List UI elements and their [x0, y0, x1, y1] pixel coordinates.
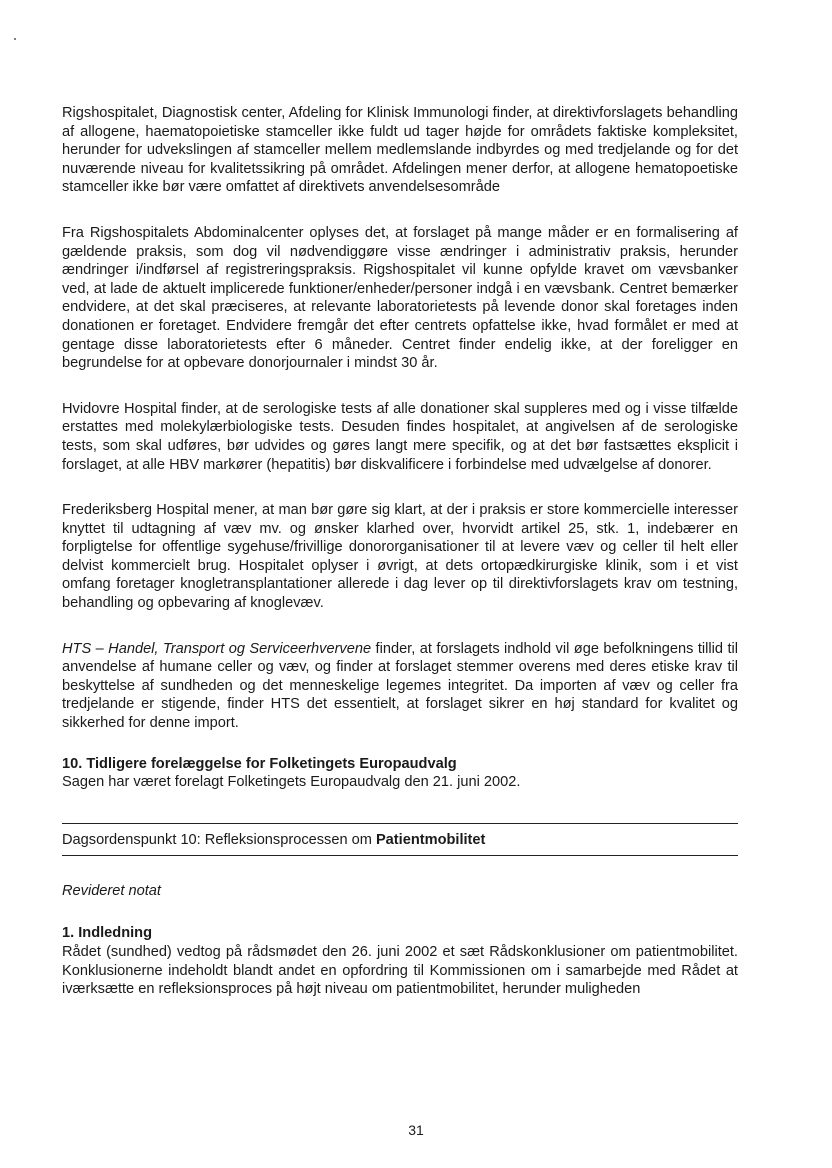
hts-statement: finder, at forslagets indhold vil øge befolkningens tillid til anvendelse af humane celler og væv, og finder at forslaget stemmer overens med deres etiske krav til beskyttelse af sundheden og det menneskelige legemes integritet. Da importen af væv og celler fra tredjelande er stigende, finder HTS det essentielt, at forslaget sikrer en høj standard for kvalitet og sikkerhed for denne import. — [62, 640, 738, 732]
revised-note-label: Revideret notat — [62, 882, 161, 899]
paragraph-abdominalcenter: Fra Rigshospitalets Abdominalcenter oplyses det, at forslaget på mange måder er en formalisering af gældende praksis, som dog vil nødvendiggøre visse ændringer i administrativ praksis, herunder ændringer i/indførsel af registreringspraksis. Rigshospitalet vil kunne opfylde kravet om vævsbanker ved, at lade de aktuelt implicerede funktioner/enheder/personer indgå i en vævsbank. Centret bemærker endvidere, at det skal præciseres, at relevante laboratorietests på levende donor skal foretages inden donationen er foretaget. Endvidere fremgår det efter centrets opfattelse ikke, hvad formålet er med at gentage disse laboratorietests efter 6 måneder. Centret finder endelig ikke, at der foreligger en begrundelse for at opbevare donorjournaler i mindst 30 år. — [62, 224, 738, 372]
paragraph-rigshospitalet-immunologi: Rigshospitalet, Diagnostisk center, Afdeling for Klinisk Immunologi finder, at direktivforslagets behandling af allogene, haematopoietiske stamceller ikke fuldt ud tager højde for områdets faktiske kompleksitet, herunder for udvekslingen af stamceller mellem medlemslande indbyrdes og med tredjelande og for det nuværende niveau for kvalitetssikring på området. Afdelingen mener derfor, at allogene hematopoetiske stamceller ikke bør være omfattet af direktivets anvendelsesområde — [62, 105, 738, 196]
page-number: 31 — [408, 1122, 424, 1138]
section-1-text: Rådet (sundhed) vedtog på rådsmødet den 26. juni 2002 et sæt Rådskonklusioner om patientmobilitet. Konklusionerne indeholdt blandt andet en opfordring til Kommissionen om i samarbejde med Rådet at iværksætte en refleksionsproces på højt niveau om patientmobilitet, herunder muligheden — [62, 944, 738, 998]
paragraph-frederiksberg-hospital: Frederiksberg Hospital mener, at man bør gøre sig klart, at der i praksis er store kommercielle interesser knyttet til udtagning af væv mv. og ønsker klarhed over, hvorvidt artikel 25, stk. 1, indebærer en forpligtelse for offentlige sygehuse/frivillige donororganisationer til at levere væv og celler til helt eller delvist kommercielt brug. Hospitalet oplyser i øvrigt, at dets ortopædkirurgiske klinik, som i et vist omfang foretager knogletransplantationer allerede i dag lever op til direktivforslagets krav om testning, behandling og opbevaring af knoglevæv. — [62, 502, 738, 612]
scan-speck — [14, 38, 16, 40]
section-10-text: Sagen har været forelagt Folketingets Europaudvalg den 21. juni 2002. — [62, 774, 521, 791]
document-page — [62, 104, 738, 999]
agenda-item-box — [62, 823, 738, 856]
section-1-heading: 1. Indledning — [62, 925, 152, 942]
paragraph-hvidovre-hospital: Hvidovre Hospital finder, at de serologiske tests af alle donationer skal suppleres med og i visse tilfælde erstattes med molekylærbiologiske tests. Desuden findes hospitalet, at angivelsen af de serologiske tests, som skal udføres, bør udvides og gøres langt mere specifik, og at det bør fastsættes eksplicit i forslaget, at alle HBV markører (hepatitis) bør diskvalificere i forbindelse med udvælgelse af donorer. — [62, 400, 738, 473]
section-10-heading: 10. Tidligere forelæggelse for Folketingets Europaudvalg — [62, 755, 457, 772]
agenda-item-prefix: Dagsordenspunkt 10: Refleksionsprocessen om — [62, 831, 376, 848]
hts-organization-name: HTS – Handel, Transport og Serviceerhvervene — [62, 640, 372, 657]
agenda-item-topic: Patientmobilitet — [375, 831, 486, 848]
paragraph-hts — [62, 640, 738, 733]
